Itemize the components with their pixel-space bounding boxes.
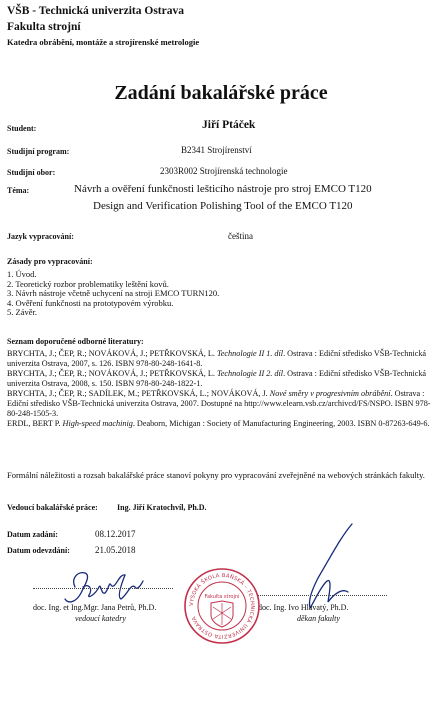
signature-right-role: děkan fakulty bbox=[297, 614, 340, 623]
lit-authors: BRYCHTA, J.; ČEP, R.; NOVÁKOVÁ, J.; PETŘKOVSKÁ, L. bbox=[7, 349, 215, 358]
literature-item bbox=[7, 349, 432, 368]
jazyk-label: Jazyk vypracování: bbox=[7, 232, 74, 241]
stamp-ring-text: VYSOKÁ ŠKOLA BÁŇSKÁ – TECHNICKÁ UNIVERZITA OSTRAVA bbox=[188, 572, 256, 640]
student-value: Jiří Ptáček bbox=[202, 119, 256, 131]
lit-title: Nové směry v progresivním obrábění bbox=[269, 389, 391, 399]
zasady-heading: Zásady pro vypracování: bbox=[7, 257, 93, 266]
datum-odevzdani-label: Datum odevzdání: bbox=[7, 546, 70, 555]
program-value: B2341 Strojírenství bbox=[181, 145, 252, 155]
supervisor-value: Ing. Jiří Kratochvíl, Ph.D. bbox=[117, 503, 207, 512]
student-label: Student: bbox=[7, 124, 37, 133]
tema-czech: Návrh a ověření funkčnosti lešticího nástroje pro stroj EMCO T120 bbox=[74, 183, 372, 195]
literatura-list bbox=[7, 349, 432, 430]
list-item: 5. Závěr. bbox=[7, 307, 37, 318]
university-name: VŠB - Technická univerzita Ostrava bbox=[7, 5, 184, 17]
signature-left-name: doc. Ing. et Ing.Mgr. Jana Petrů, Ph.D. bbox=[33, 603, 157, 612]
datum-zadani-value: 08.12.2017 bbox=[95, 529, 136, 539]
stamp-center-text: Fakulta strojní bbox=[204, 594, 240, 600]
lit-rest: . Deaborn, Michigan : Society of Manufacturing Engineering, 2003. ISBN 0-87263-649-6. bbox=[132, 419, 430, 429]
program-label: Studijní program: bbox=[7, 147, 70, 156]
signature-left-role: vedoucí katedry bbox=[75, 614, 126, 623]
signature-line-left bbox=[33, 588, 173, 589]
list-item: 2. Teoretický rozbor problematiky leštění kovů. bbox=[7, 278, 169, 289]
list-item: 1. Úvod. bbox=[7, 269, 37, 279]
lit-authors: BRYCHTA, J.; ČEP, R.; SADÍLEK, M.; PETŘKOVSKÁ, L.; NOVÁKOVÁ, J. bbox=[7, 389, 268, 399]
lit-title: Technologie II 1. díl bbox=[216, 349, 284, 358]
document-title: Zadání bakalářské práce bbox=[114, 82, 328, 104]
tema-english: Design and Verification Polishing Tool of the EMCO T120 bbox=[93, 200, 353, 212]
obor-value: 2303R002 Strojírenská technologie bbox=[160, 166, 288, 176]
tema-label: Téma: bbox=[7, 186, 30, 195]
faculty-stamp-icon bbox=[183, 567, 261, 645]
signature-line-right bbox=[257, 595, 387, 596]
list-item: 3. Návrh nástroje včetně uchycení na stroji EMCO TURN120. bbox=[7, 288, 220, 299]
faculty-name: Fakulta strojní bbox=[7, 21, 81, 33]
lit-rest: . Ostrava : Ediční středisko VŠB-Technická univerzita Ostrava, 2007. Dostupné na http://www.elearn.vsb.cz/archivcd/FS/NSPO. ISBN 978-80-248-1505-3. bbox=[7, 389, 431, 418]
zasady-list bbox=[7, 270, 219, 318]
datum-zadani-label: Datum zadání: bbox=[7, 530, 58, 539]
lit-title: Technologie II 2. díl bbox=[216, 369, 284, 379]
literature-item bbox=[7, 369, 432, 388]
jazyk-value: čeština bbox=[228, 231, 253, 241]
lit-authors: BRYCHTA, J.; ČEP, R.; NOVÁKOVÁ, J.; PETŘKOVSKÁ, L. bbox=[7, 369, 215, 379]
lit-rest: . Ostrava : Ediční středisko VŠB-Technická univerzita Ostrava, 2008, s. 150. ISBN 978-80-248-1822-1. bbox=[7, 369, 427, 388]
obor-label: Studijní obor: bbox=[7, 168, 56, 177]
list-item: 4. Ověření funkčnosti na prototypovém výrobku. bbox=[7, 297, 174, 308]
datum-odevzdani-value: 21.05.2018 bbox=[95, 545, 136, 555]
literatura-heading: Seznam doporučené odborné literatury: bbox=[7, 337, 144, 346]
lit-authors: ERDL, BERT P. bbox=[7, 419, 61, 429]
lit-rest: . Ostrava : Ediční středisko VŠB-Technická univerzita Ostrava, 2007, s. 126. ISBN 978-80-248-1641-8. bbox=[7, 349, 427, 368]
literature-item bbox=[7, 419, 432, 429]
signature-right-name: doc. Ing. Ivo Hlavatý, Ph.D. bbox=[258, 603, 349, 612]
supervisor-label: Vedoucí bakalářské práce: bbox=[7, 503, 98, 512]
lit-title: High-speed machinig bbox=[62, 419, 133, 429]
department-name: Katedra obrábění, montáže a strojírenské metrologie bbox=[7, 37, 200, 47]
formal-note: Formální náležitosti a rozsah bakalářské práce stanoví pokyny pro vypracování zveřejněné na webových stránkách fakulty. bbox=[7, 470, 425, 480]
literature-item bbox=[7, 389, 432, 418]
